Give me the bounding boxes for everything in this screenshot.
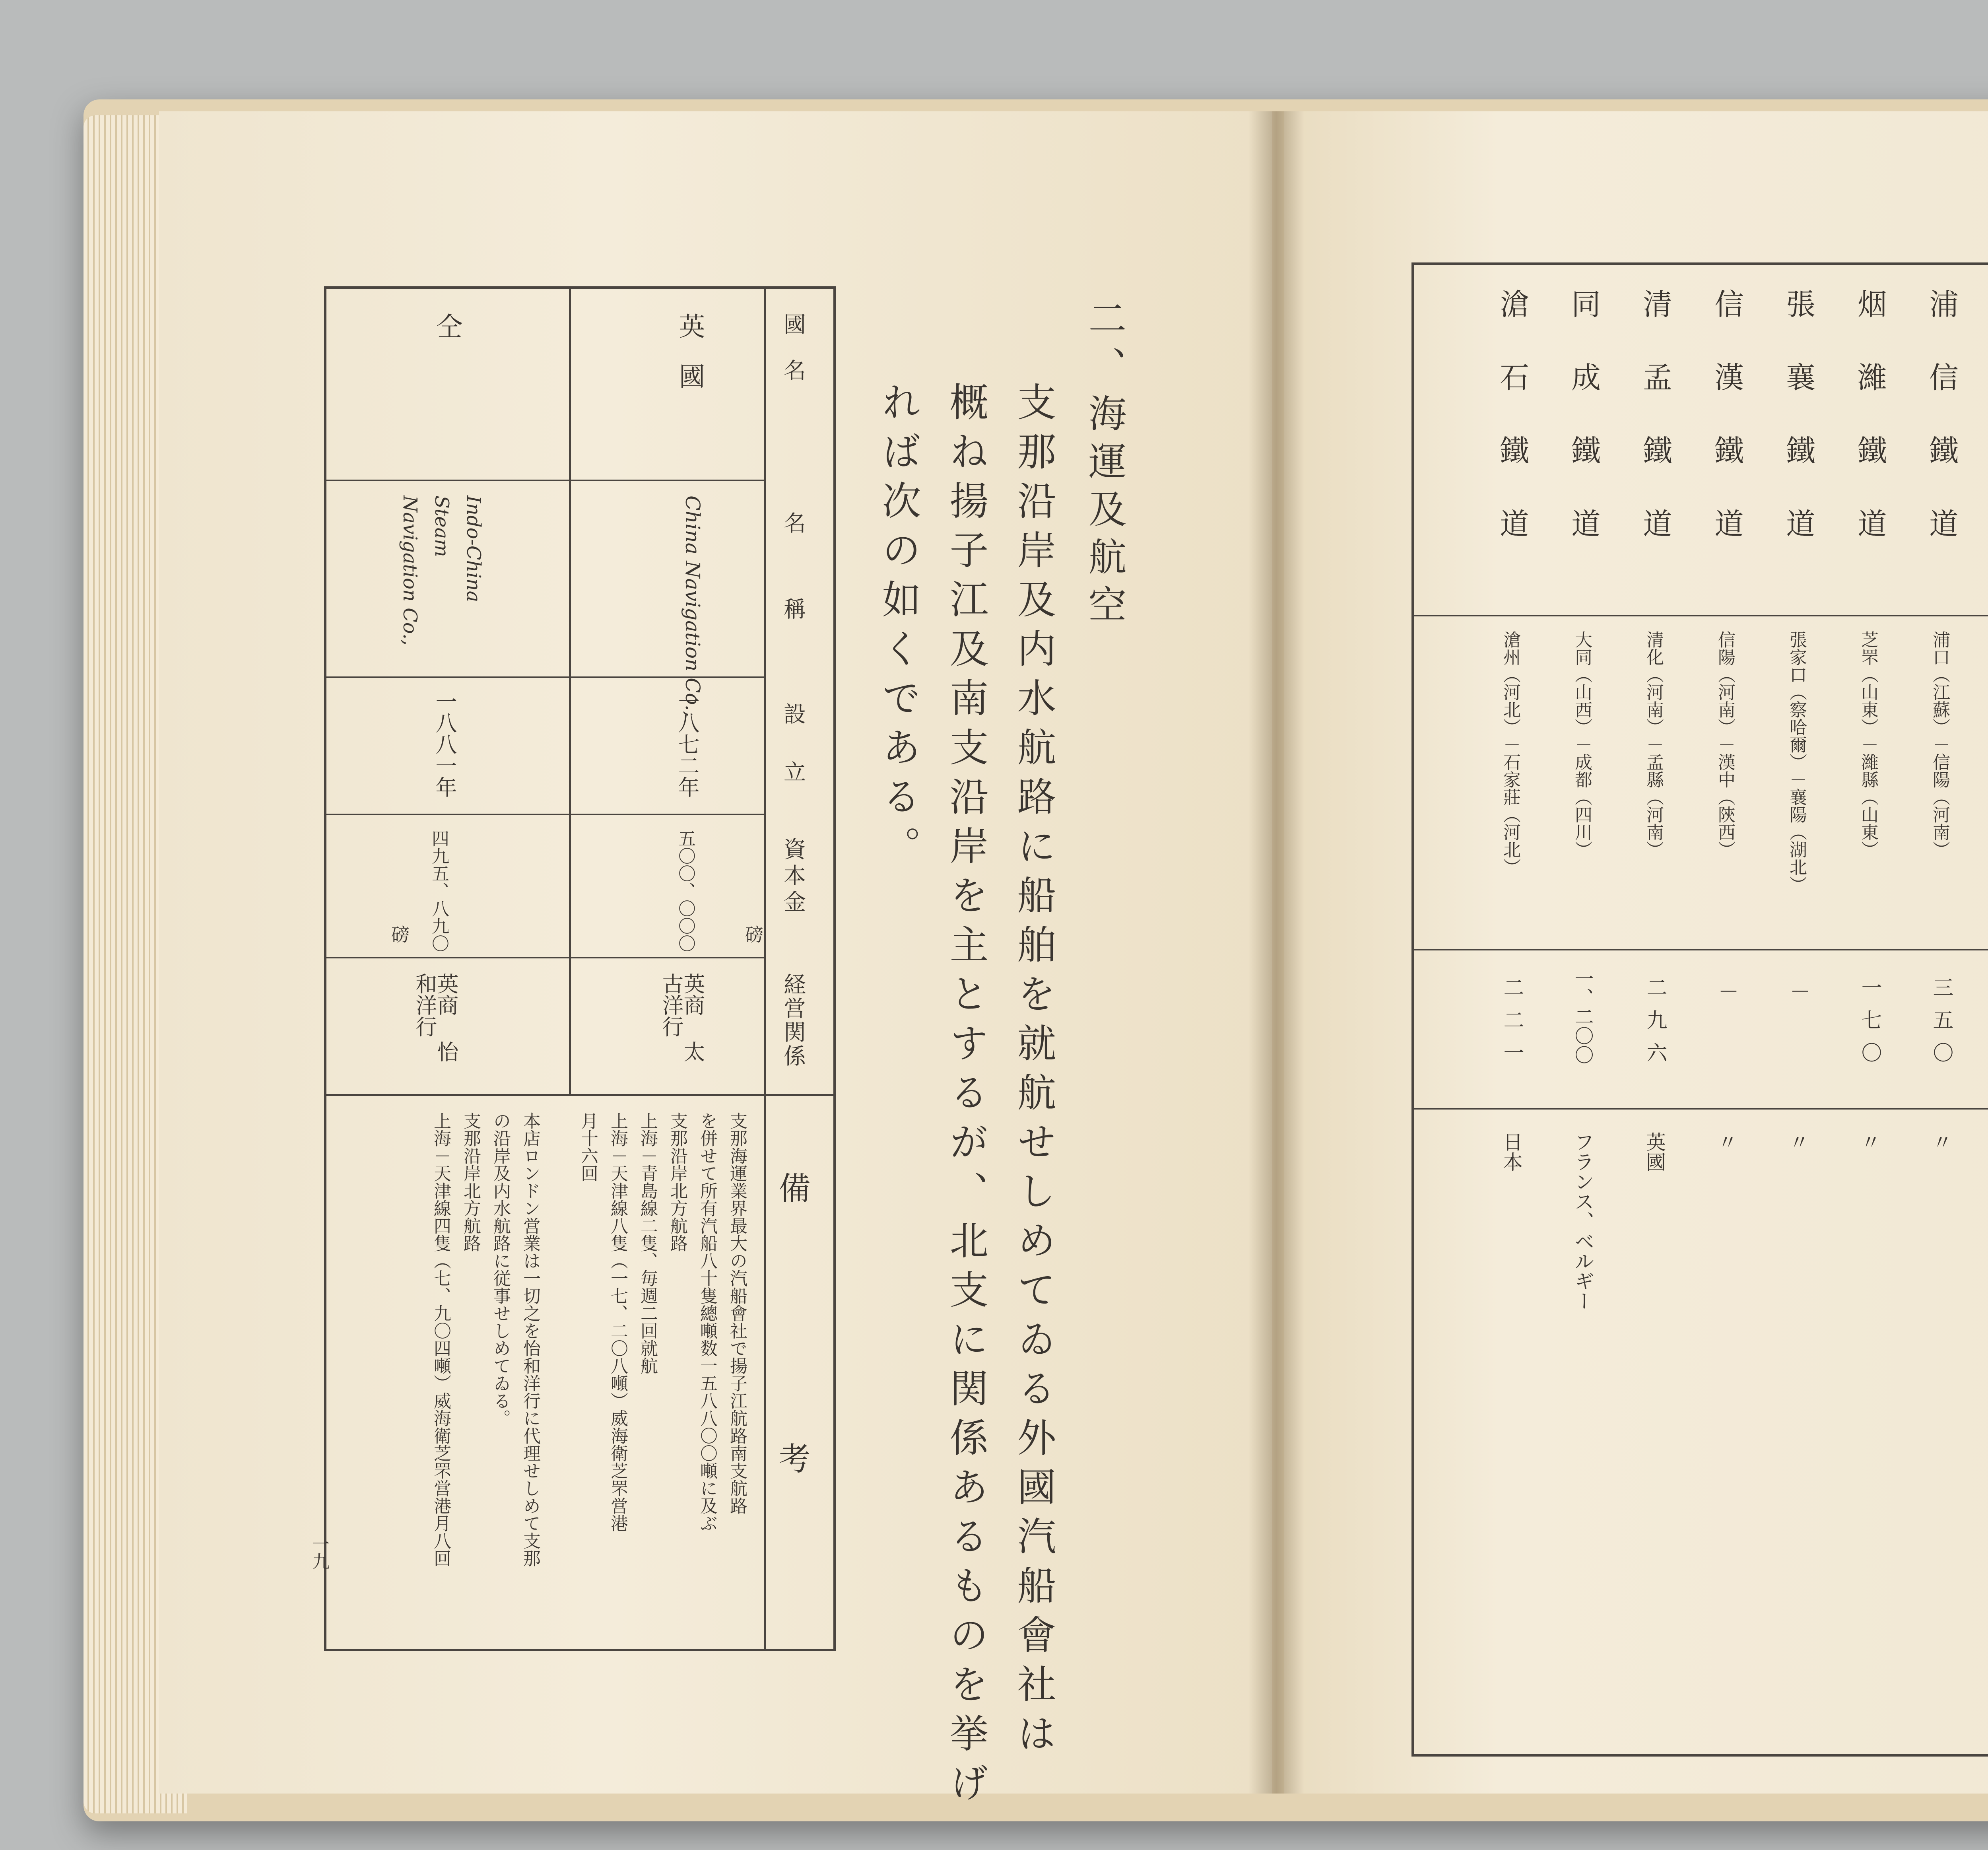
- remarks-line: 上海－天津線八隻（一七、二〇八噸）威海衛芝罘営港: [608, 1112, 628, 1532]
- row-company-name: China Navigation Co.,: [681, 496, 704, 717]
- capital-unit: 磅: [742, 925, 764, 943]
- table-row: [1549, 265, 1621, 1754]
- line-name: 烟濰鐵道: [1853, 289, 1887, 581]
- remarks-line: 上海－青島線二隻、毎週二回就航: [637, 1112, 658, 1374]
- line-section: 張家口（察哈爾）－襄陽（湖北）: [1786, 631, 1807, 893]
- line-name: 清孟鐵道: [1638, 289, 1672, 581]
- header-country: 國名: [780, 313, 806, 405]
- row-capital: 五〇〇、〇〇〇: [675, 830, 695, 952]
- rights-holder: 〃: [1929, 1132, 1952, 1152]
- table-row: [1692, 265, 1764, 1754]
- row-management: 英商 太古洋行: [659, 973, 705, 1062]
- remarks-line: 上海－天津線四隻（七、九〇四噸）威海衛芝罘営港月八回: [431, 1112, 451, 1567]
- row-country: 仝: [432, 313, 462, 339]
- row-capital: 四九五、八九〇: [429, 830, 449, 952]
- line-name: 信漢鐵道: [1710, 289, 1744, 581]
- line-section: 浦口（江蘇）－信陽（河南）: [1930, 631, 1950, 858]
- line-km: －: [1786, 981, 1810, 1001]
- line-km: 一、二〇〇: [1571, 969, 1594, 1064]
- row-founded: 一八八一年: [432, 690, 457, 798]
- body-line: 概ね揚子江及南支沿岸を主とするが、北支に関係あるものを挙げ: [943, 382, 988, 1812]
- rights-holder: フランス、ベルギー: [1571, 1132, 1594, 1311]
- line-km: 二九六: [1643, 977, 1667, 1075]
- line-name: 張襄鐵道: [1781, 289, 1815, 581]
- page-number: 一九: [309, 1535, 329, 1570]
- book-gutter: [1248, 111, 1304, 1794]
- remarks-line: 支那沿岸北方航路: [460, 1112, 481, 1252]
- header-management: 経営関係: [780, 973, 806, 1068]
- remarks-line: 支那海運業界最大の汽船會社で揚子江航路南支航路: [727, 1112, 747, 1514]
- row-founded: 一八七二年: [675, 690, 700, 798]
- line-km: 三五〇: [1929, 977, 1953, 1075]
- rights-holder: 英國: [1643, 1132, 1666, 1172]
- table-row: [1621, 265, 1692, 1754]
- remarks-line: 支那沿岸北方航路: [667, 1112, 687, 1252]
- header-capital: 資本金: [780, 838, 806, 916]
- line-name: 滄石鐵道: [1495, 289, 1529, 581]
- rights-holder: 〃: [1786, 1132, 1809, 1152]
- row-company-name: Indo-China Steam Navigation Co.,: [399, 496, 485, 646]
- remarks-line: 本店ロンドン営業は一切之を怡和洋行に代理せしめて支那: [520, 1112, 540, 1567]
- table-row: [1978, 265, 1988, 1754]
- line-name: 同成鐵道: [1567, 289, 1601, 581]
- line-km: 一七〇: [1858, 977, 1881, 1075]
- table-row: [1907, 265, 1978, 1754]
- remarks-line: の沿岸及内水航路に従事せしめてゐる。: [490, 1112, 511, 1427]
- left-page: [159, 111, 1272, 1812]
- capital-unit: 磅: [388, 925, 410, 943]
- line-km: 二二一: [1500, 977, 1524, 1075]
- railway-table: [1411, 262, 1988, 1757]
- remarks-line: を併せて所有汽船八十隻總噸数一五八八〇〇噸に及ぶ: [697, 1112, 717, 1532]
- header-founded: 設立: [780, 702, 806, 818]
- rights-holder: 日本: [1500, 1132, 1523, 1172]
- table-row: [1835, 265, 1907, 1754]
- table-row: [1764, 265, 1835, 1754]
- header-name: 名稱: [780, 511, 806, 683]
- line-section: 清化（河南）－孟縣（河南）: [1643, 631, 1664, 858]
- remarks-line: 月十六回: [578, 1112, 598, 1182]
- table-row: [1477, 265, 1549, 1754]
- line-km: －: [1714, 981, 1738, 1001]
- line-name: 浦信鐵道: [1924, 289, 1959, 581]
- body-line: れば次の如くである。: [876, 382, 921, 875]
- body-line: 支那沿岸及内水航路に船舶を就航せしめてゐる外國汽船會社は: [1011, 382, 1056, 1763]
- header-remarks: 備考: [773, 1172, 810, 1712]
- line-section: 信陽（河南）－漢中（陝西）: [1715, 631, 1735, 858]
- rights-holder: 〃: [1714, 1132, 1738, 1152]
- line-section: 滄州（河北）－石家莊（河北）: [1500, 631, 1520, 876]
- line-section: 大同（山西）－成都（四川）: [1572, 631, 1592, 858]
- row-management: 英商 怡和洋行: [412, 973, 459, 1062]
- right-page: [1284, 111, 1988, 1794]
- section-title: 二、海運及航空: [1082, 298, 1127, 632]
- line-section: 芝罘（山東）－濰縣（山東）: [1858, 631, 1878, 858]
- rights-holder: 〃: [1858, 1132, 1881, 1152]
- shipping-table: [324, 286, 836, 1712]
- row-country: 英國: [674, 313, 705, 413]
